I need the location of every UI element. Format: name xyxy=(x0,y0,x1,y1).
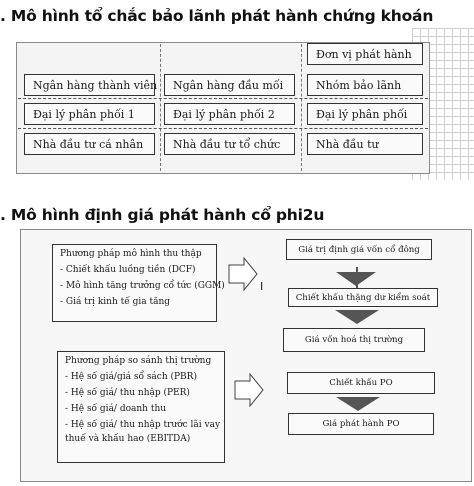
po-issue-price-box: Giá phát hành PO xyxy=(288,413,434,435)
arrow-right-icon xyxy=(226,256,260,292)
distribution-agent-1-box: Đại lý phân phối 1 xyxy=(24,103,155,125)
market-method-item: thuế và khấu hao (EBITDA) xyxy=(65,434,191,444)
market-method-item: - Hệ số giá/ thu nhập trước lãi vay xyxy=(65,420,221,430)
income-method-item: - Mô hình tăng trưởng cổ tức (GGM) xyxy=(60,281,225,291)
distribution-agent-box: Đại lý phân phối xyxy=(307,103,423,125)
income-method-box xyxy=(52,244,225,322)
arrow-right-icon xyxy=(232,372,266,408)
market-method-box xyxy=(57,351,225,463)
individual-investor-box: Nhà đầu tư cá nhân xyxy=(24,133,155,155)
row-divider-2 xyxy=(18,128,428,129)
lead-bank-box: Ngân hàng đầu mối xyxy=(164,74,295,96)
marker-text: I xyxy=(260,280,264,293)
section1-title: . Mô hình tổ chắc bảo lãnh phát hành chứng khoán xyxy=(0,7,434,25)
income-method-item: - Chiết khấu luồng tiền (DCF) xyxy=(60,265,196,275)
underwriting-group-box: Nhóm bảo lãnh xyxy=(307,74,423,96)
market-method-item: - Hệ số giá/ doanh thu xyxy=(65,404,167,414)
section2-title: . Mô hình định giá phát hành cổ phi2u xyxy=(0,206,325,224)
control-premium-discount-box: Chiết khấu thặng dư kiểm soát xyxy=(288,288,438,307)
column-divider-1 xyxy=(160,44,161,171)
issuer-box: Đơn vị phát hành xyxy=(307,43,423,65)
income-method-item: - Giá trị kinh tế gia tăng xyxy=(60,297,171,307)
market-capitalization-box: Giá vốn hoá thị trường xyxy=(283,328,425,352)
income-method-title: Phương pháp mô hình thu thập xyxy=(60,249,202,259)
market-method-item: - Hệ số giá/ thu nhập (PER) xyxy=(65,388,190,398)
down-arrow-icon xyxy=(336,397,380,411)
investor-box: Nhà đầu tư xyxy=(307,133,423,155)
funnel-arrow-icon xyxy=(336,272,376,286)
row-divider-1 xyxy=(18,98,428,99)
shareholder-equity-value-box: Giá trị định giá vốn cổ đông xyxy=(286,239,432,260)
distribution-agent-2-box: Đại lý phân phối 2 xyxy=(164,103,295,125)
down-arrow-icon xyxy=(335,310,379,324)
market-method-item: - Hệ số giá/giá sổ sách (PBR) xyxy=(65,372,197,382)
institutional-investor-box: Nhà đầu tư tổ chức xyxy=(164,133,295,155)
po-discount-box: Chiết khấu PO xyxy=(287,372,435,394)
member-bank-box: Ngân hàng thành viên xyxy=(24,74,155,96)
column-divider-2 xyxy=(301,44,302,171)
market-method-title: Phương pháp so sánh thị trường xyxy=(65,356,212,366)
